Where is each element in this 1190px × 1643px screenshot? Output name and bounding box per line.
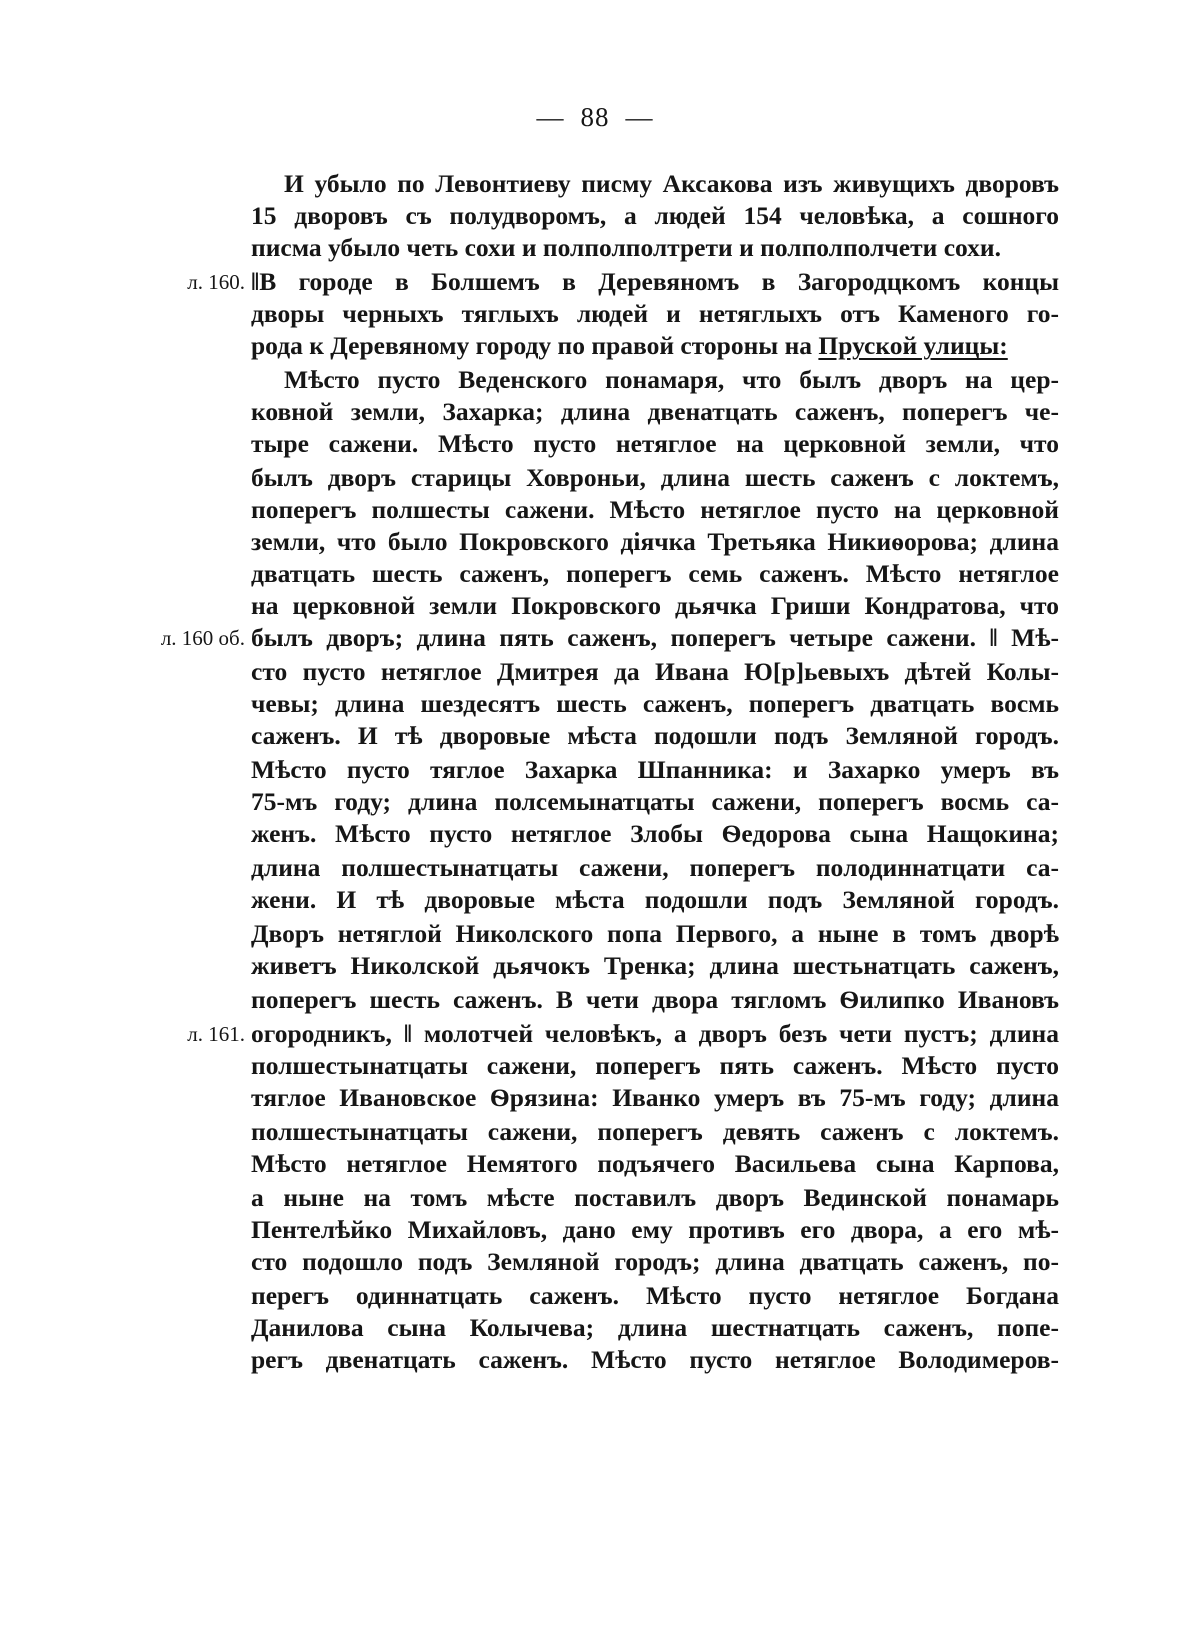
text-line: Мѣсто пусто Веденского понамаря, что былъ дворъ на цер-	[284, 365, 1059, 394]
text-line: сто подошло подъ Земляной городъ; длина дватцать саженъ, по-	[251, 1247, 1059, 1276]
text-line: поперегъ шесть саженъ. В чети двора тягломъ Ѳилипко Ивановъ	[251, 985, 1059, 1014]
text-line: дворы черныхъ тяглыхъ людей и нетяглыхъ отъ Каменого го-	[251, 299, 1059, 328]
text-line: земли, что было Покровского діячка Третьяка Никиѳорова; длина	[251, 527, 1059, 556]
text-line: полшестынатцаты сажени, поперегъ пять саженъ. Мѣсто пусто	[251, 1051, 1059, 1080]
text-line: а ныне на томъ мѣсте поставилъ дворъ Вединской понамарь	[251, 1183, 1059, 1212]
page-number	[0, 102, 1190, 133]
text-line: на церковной земли Покровского дьячка Гриши Кондратова, что	[251, 591, 1059, 620]
text-line: огородникъ, ‖ молотчей человѣкъ, а дворъ безъ чети пустъ; длина	[251, 1019, 1059, 1048]
margin-note-folio-160: л. 160.	[187, 270, 245, 294]
text-line: ‖В городе в Болшемъ в Деревяномъ в Загородцкомъ концы	[251, 267, 1059, 296]
text-line: тыре сажени. Мѣсто пусто нетяглое на церковной земли, что	[251, 429, 1059, 458]
text-line: Данилова сына Колычева; длина шестнатцать саженъ, попе-	[251, 1313, 1059, 1342]
text-line: Мѣсто пусто тяглое Захарка Шпанника: и Захарко умеръ въ	[251, 755, 1059, 784]
text-line: регъ двенатцать саженъ. Мѣсто пусто нетяглое Володимеров-	[251, 1345, 1059, 1374]
text-line: 15 дворовъ съ полудворомъ, а людей 154 человѣка, а сошного	[251, 201, 1059, 230]
text-line: полшестынатцаты сажени, поперегъ девять саженъ с локтемъ.	[251, 1117, 1059, 1146]
text-line: живетъ Николской дьячокъ Тренка; длина шестьнатцать саженъ,	[251, 951, 1059, 980]
text-line: длина полшестынатцаты сажени, поперегъ пoлодиннатцати са-	[251, 853, 1059, 882]
text-line: перегъ одиннатцать саженъ. Мѣсто пусто нетяглое Богдана	[251, 1281, 1059, 1310]
text-line	[251, 330, 1056, 362]
text-line: Дворъ нетяглой Николского попа Первого, а ныне в томъ дворѣ	[251, 919, 1059, 948]
text-line: сто пусто нетяглое Дмитрея да Ивана Ю[р]ьевыхъ дѣтей Колы-	[251, 657, 1059, 686]
text-line: женъ. Мѣсто пусто нетяглое Злобы Ѳедорова сына Нащокина;	[251, 819, 1059, 848]
text-line: поперегъ полшесты сажени. Мѣсто нетяглое пусто на церковной	[251, 495, 1059, 524]
text-line: ковной земли, Захарка; длина двенатцать саженъ, поперегъ че-	[251, 397, 1059, 426]
text-line: былъ дворъ старицы Ховроньи, длина шесть саженъ с локтемъ,	[251, 463, 1059, 492]
text-line: И убыло по Левонтиеву писму Аксакова изъ живущихъ дворовъ	[284, 169, 1059, 198]
text-line: саженъ. И тѣ дворовые мѣста подошли подъ Земляной городъ.	[251, 721, 1059, 750]
text-line: жени. И тѣ дворовые мѣста подошли подъ Земляной городъ.	[251, 885, 1059, 914]
text-line: дватцать шесть саженъ, поперегъ семь саженъ. Мѣсто нетяглое	[251, 559, 1059, 588]
text-line-part: рода к Деревяному городу по правой стороны на	[251, 331, 813, 360]
text-line: писма убыло четь сохи и полполполтрети и полполполчети сохи.	[251, 233, 1001, 262]
underlined-street-name: Пруской улицы:	[818, 331, 1008, 360]
text-line: чевы; длина шездесятъ шесть саженъ, поперегъ дватцать восмь	[251, 689, 1059, 718]
text-line: тяглое Ивановское Ѳрязина: Иванко умеръ въ 75-мъ году; длина	[251, 1083, 1059, 1112]
text-line: 75-мъ году; длина полсемынатцаты сажени, поперегъ восмь са-	[251, 787, 1059, 816]
page-number-dash-left: —	[536, 102, 565, 132]
page-number-dash-right: —	[625, 102, 654, 132]
margin-note-folio-160-ob: л. 160 об.	[160, 626, 245, 650]
margin-note-folio-161: л. 161.	[187, 1022, 245, 1046]
page-number-value: 88	[580, 102, 610, 132]
text-line: Мѣсто нетяглое Немятого подъячего Васильева сына Карпова,	[251, 1149, 1059, 1178]
text-line: былъ дворъ; длина пять саженъ, поперегъ четыре сажени. ‖ Мѣ-	[251, 623, 1059, 652]
text-line: Пентелѣйко Михайловъ, дано ему противъ его двора, а его мѣ-	[251, 1215, 1059, 1244]
